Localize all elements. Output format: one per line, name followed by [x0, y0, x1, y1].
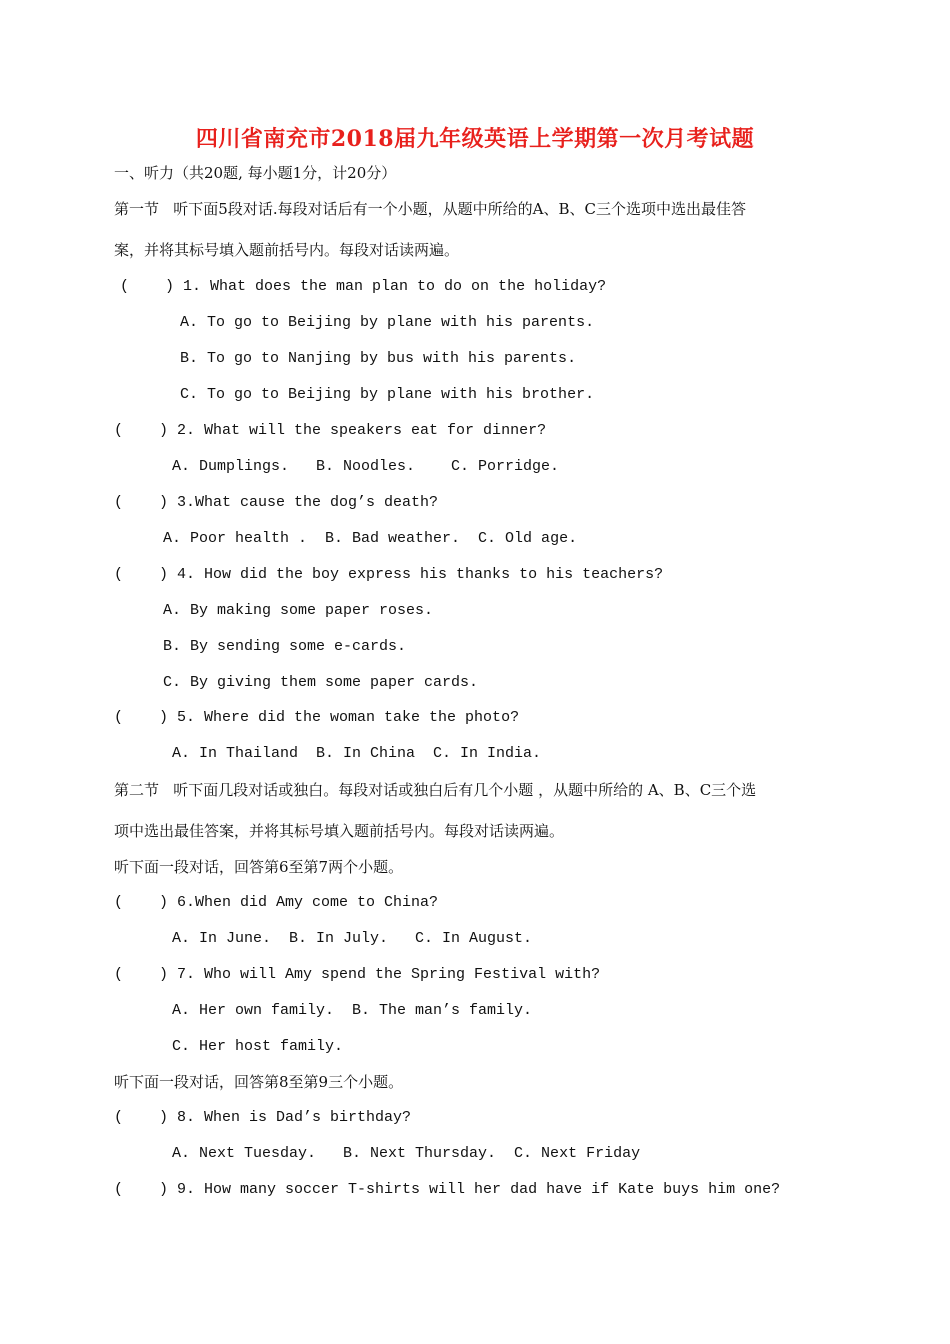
dialogue-group-1: 听下面一段对话，回答第6至第7两个小题。 [114, 858, 404, 876]
question-1: ( ) 1. What does the man plan to do on the holiday? [120, 278, 607, 295]
question-7: ( ) 7. Who will Amy spend the Spring Festival with? [114, 966, 601, 983]
question-2: ( ) 2. What will the speakers eat for dinner? [114, 422, 547, 439]
options-5: A. In Thailand B. In China C. In India. [172, 745, 542, 762]
question-8: ( ) 8. When is Dad’s birthday? [114, 1109, 412, 1126]
question-4: ( ) 4. How did the boy express his thanks to his teachers? [114, 566, 664, 583]
option-7ab: A. Her own family. B. The man’s family. [172, 1002, 533, 1019]
option-4b: B. By sending some e-cards. [163, 638, 407, 655]
question-5: ( ) 5. Where did the woman take the photo? [114, 709, 520, 726]
question-3: ( ) 3.What cause the dog’s death? [114, 494, 439, 511]
option-1a: A. To go to Beijing by plane with his parents. [180, 314, 595, 331]
option-1b: B. To go to Nanjing by bus with his parents. [180, 350, 577, 367]
option-4a: A. By making some paper roses. [163, 602, 434, 619]
option-7c: C. Her host family. [172, 1038, 344, 1055]
options-8: A. Next Tuesday. B. Next Thursday. C. Next Friday [172, 1145, 641, 1162]
section1-instruction-cont: 案，并将其标号填入题前括号内。每段对话读两遍。 [114, 241, 460, 259]
page-title: 四川省南充市2018届九年级英语上学期第一次月考试题 [195, 126, 755, 152]
option-4c: C. By giving them some paper cards. [163, 674, 479, 691]
question-6: ( ) 6.When did Amy come to China? [114, 894, 439, 911]
section1-instruction: 第一节 听下面5段对话.每段对话后有一个小题，从题中所给的A、B、C三个选项中选出最佳答 [114, 200, 746, 218]
dialogue-group-2: 听下面一段对话，回答第8至第9三个小题。 [114, 1073, 404, 1091]
options-3: A. Poor health . B. Bad weather. C. Old age. [163, 530, 578, 547]
question-9: ( ) 9. How many soccer T-shirts will her dad have if Kate buys him one? [114, 1181, 781, 1198]
section2-instruction-cont: 项中选出最佳答案，并将其标号填入题前括号内。每段对话读两遍。 [114, 822, 565, 840]
section2-instruction: 第二节 听下面几段对话或独白。每段对话或独白后有几个小题 ，从题中所给的 A、B、C三个选 [114, 781, 757, 799]
options-6: A. In June. B. In July. C. In August. [172, 930, 533, 947]
option-1c: C. To go to Beijing by plane with his brother. [180, 386, 595, 403]
part-heading: 一、听力（共20题, 每小题1分，计20分） [114, 164, 397, 182]
options-2: A. Dumplings. B. Noodles. C. Porridge. [172, 458, 560, 475]
